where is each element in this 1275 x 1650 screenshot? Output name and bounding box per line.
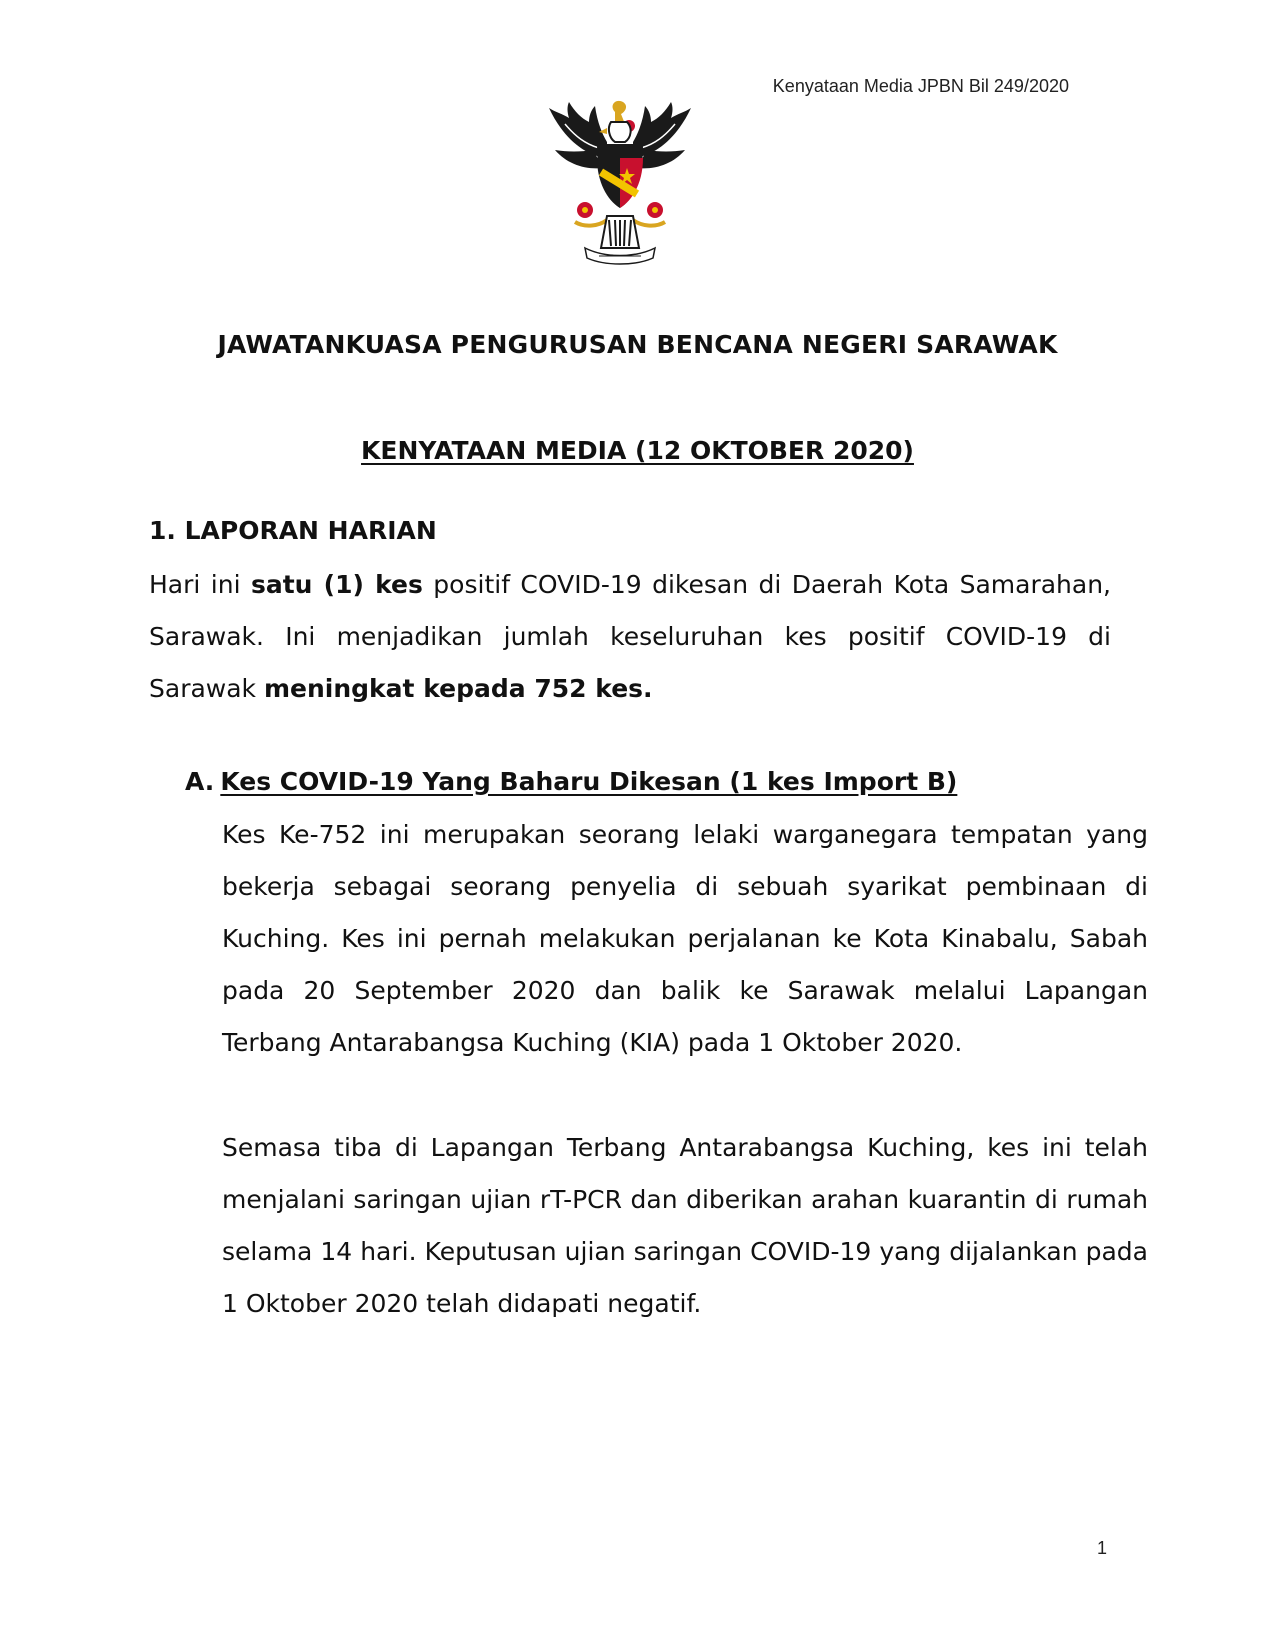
- document-reference: Kenyataan Media JPBN Bil 249/2020: [772, 76, 1069, 96]
- screening-details-paragraph: Semasa tiba di Lapangan Terbang Antarabangsa Kuching, kes ini telah menjalani saringan ujian rT-PCR dan diberikan arahan kuarantin di rumah selama 14 hari. Keputusan ujian saringan COVID-19 yang dijalankan pada 1 Oktober 2020 telah didapati negatif.: [222, 1133, 1148, 1318]
- organization-title: JAWATANKUASA PENGURUSAN BENCANA NEGERI SARAWAK: [217, 330, 1058, 359]
- case-details-paragraph: Kes Ke-752 ini merupakan seorang lelaki warganegara tempatan yang bekerja sebagai seorang penyelia di sebuah syarikat pembinaan di Kuching. Kes ini pernah melakukan perjalanan ke Kota Kinabalu, Sabah pada 20 September 2020 dan balik ke Sarawak melalui Lapangan Terbang Antarabangsa Kuching (KIA) pada 1 Oktober 2020.: [222, 820, 1148, 1057]
- subsection-letter: A.: [185, 767, 215, 796]
- total-cases-emphasis: meningkat kepada 752 kes.: [263, 674, 653, 703]
- press-release-title: KENYATAAN MEDIA (12 OKTOBER 2020): [361, 436, 914, 465]
- daily-report-paragraph: Hari ini satu (1) kes positif COVID-19 dikesan di Daerah Kota Samarahan, Sarawak. Ini menjadikan jumlah keseluruhan kes positif COVID-19 di Sarawak meningkat kepada 752 kes.: [149, 570, 1111, 703]
- sarawak-coat-of-arms-icon: [545, 98, 695, 273]
- subsection-title: Kes COVID-19 Yang Baharu Dikesan (1 kes Import B): [220, 767, 958, 796]
- subsection-heading-new-case: [185, 767, 957, 796]
- section-heading-daily-report: 1. LAPORAN HARIAN: [149, 516, 437, 545]
- case-count-emphasis: satu (1) kes: [250, 570, 423, 599]
- page-number: 1: [1096, 1538, 1107, 1558]
